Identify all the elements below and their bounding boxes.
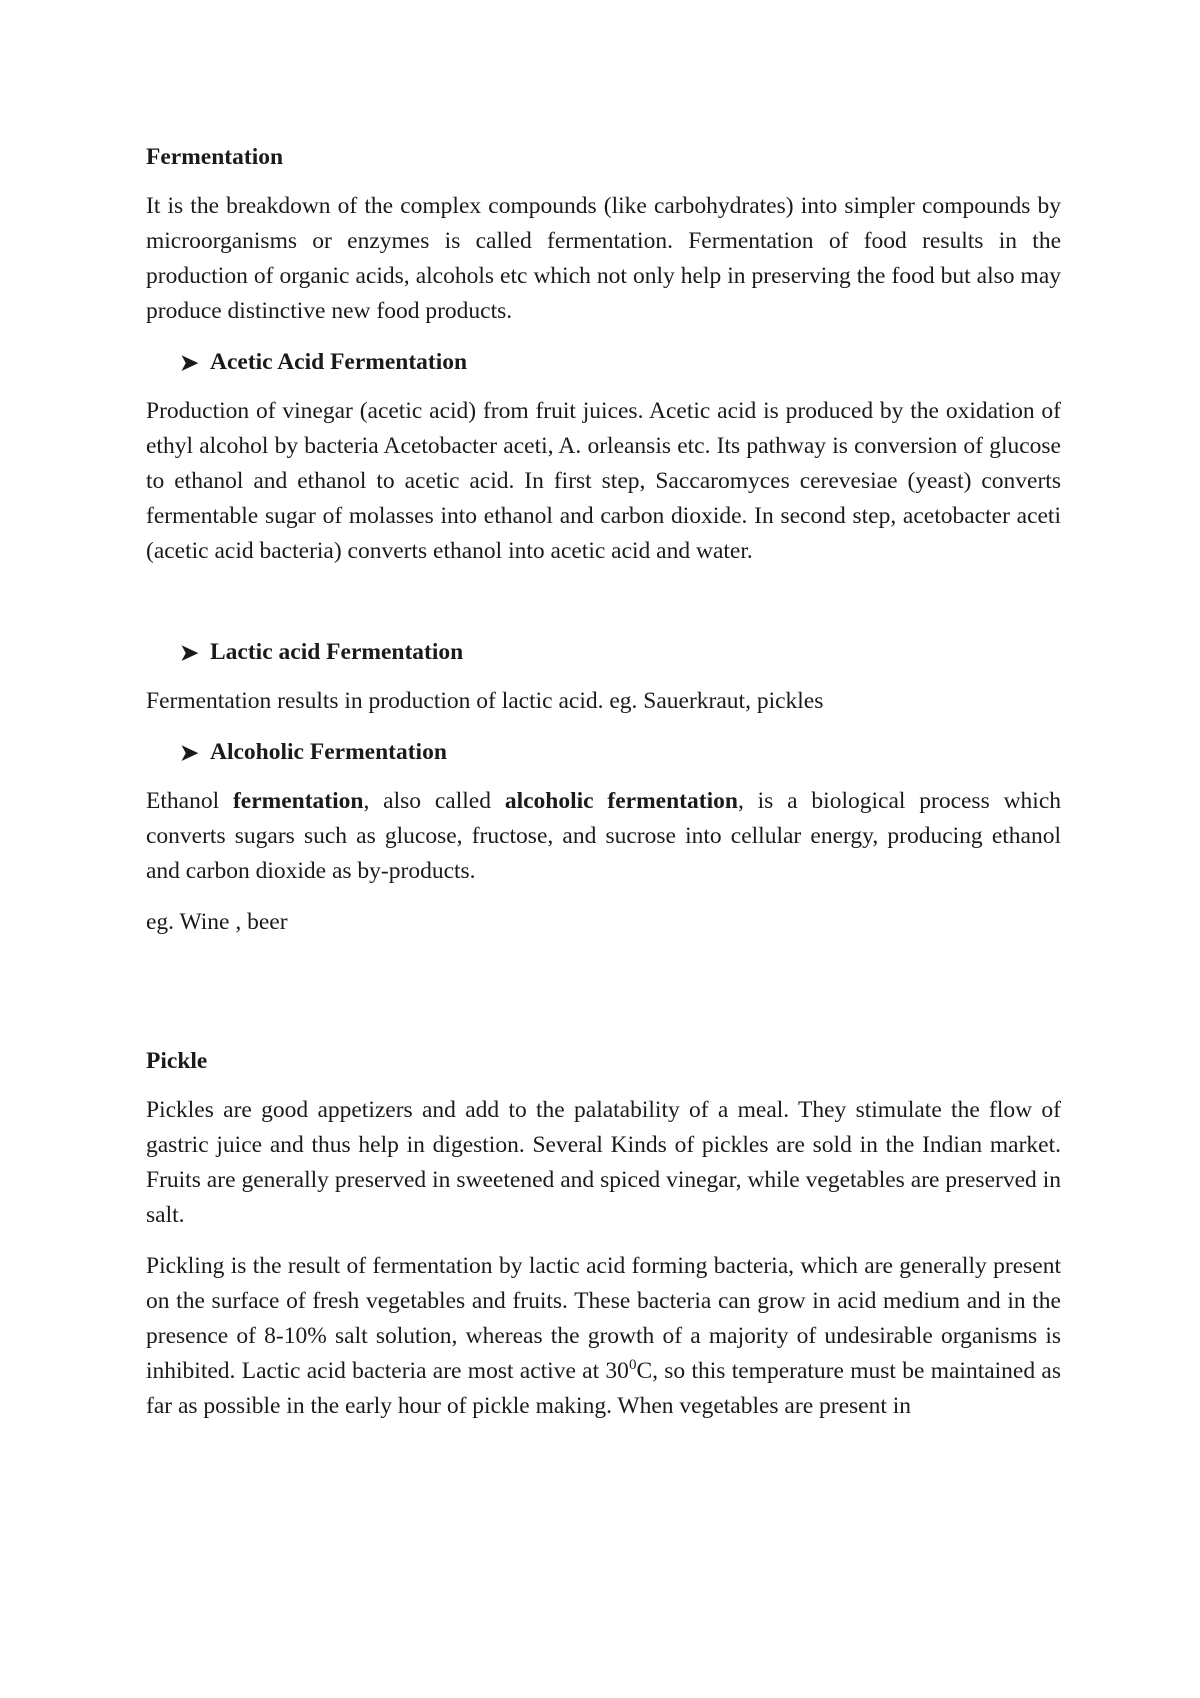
alcoholic-text-2: , also called — [363, 788, 505, 814]
acetic-subheading-label: Acetic Acid Fermentation — [210, 349, 468, 375]
bullet-arrow-icon: ➤ — [180, 350, 199, 375]
document-page — [146, 140, 1061, 1440]
alcoholic-example: eg. Wine , beer — [146, 909, 288, 935]
bullet-arrow-icon: ➤ — [180, 740, 199, 765]
fermentation-paragraph: It is the breakdown of the complex compounds (like carbohydrates) into simpler compounds by microorganisms or enzymes is called fermentation. Fermentation of food results in the production of organic acids, alcohols etc which not only help in preserving the food but also may produce distinctive new food products. — [146, 193, 1061, 324]
alcoholic-subheading — [180, 735, 1061, 770]
lactic-paragraph: Fermentation results in production of lactic acid. eg. Sauerkraut, pickles — [146, 688, 824, 714]
alcoholic-paragraph — [146, 784, 1061, 889]
pickle-paragraph-1: Pickles are good appetizers and add to the palatability of a meal. They stimulate the flow of gastric juice and thus help in digestion. Several Kinds of pickles are sold in the Indian market. Fruits are generally preserved in sweetened and spiced vinegar, while vegetables are preserved in salt. — [146, 1097, 1061, 1228]
pickle-heading: Pickle — [146, 1048, 208, 1074]
fermentation-heading: Fermentation — [146, 144, 284, 170]
alcoholic-text-1: Ethanol — [146, 788, 233, 814]
pickle-p2-text-2: C, so this temperature must be maintained as far as possible in the early hour of pickle making. When vegetables are present in — [146, 1358, 1061, 1419]
alcoholic-text-3: , is a biological process which converts sugars such as glucose, fructose, and sucrose into cellular energy, producing ethanol and carbon dioxide as by-products. — [146, 788, 1061, 884]
lactic-subheading — [180, 635, 1061, 670]
degree-superscript: 0 — [628, 1357, 637, 1373]
alcoholic-bold-2: alcoholic fermentation — [504, 788, 738, 814]
acetic-paragraph: Production of vinegar (acetic acid) from fruit juices. Acetic acid is produced by the oxidation of ethyl alcohol by bacteria Acetobacter aceti, A. orleansis etc. Its pathway is conversion of glucose to ethanol and ethanol to acetic acid. In first step, Saccaromyces cerevesiae (yeast) converts fermentable sugar of molasses into ethanol and carbon dioxide. In second step, acetobacter aceti (acetic acid bacteria) converts ethanol into acetic acid and water. — [146, 398, 1061, 564]
lactic-subheading-label: Lactic acid Fermentation — [210, 639, 464, 665]
alcoholic-bold-1: fermentation — [232, 788, 364, 814]
alcoholic-subheading-label: Alcoholic Fermentation — [210, 739, 447, 765]
spacer — [146, 585, 1061, 635]
pickle-p2-text-1: Pickling is the result of fermentation by lactic acid forming bacteria, which are generally present on the surface of fresh vegetables and fruits. These bacteria can grow in acid medium and in the presence of 8-10% salt solution, whereas the growth of a majority of undesirable organisms is inhibited. Lactic acid bacteria are most active at 30 — [146, 1253, 1061, 1384]
acetic-subheading — [180, 345, 1061, 380]
spacer — [146, 956, 1061, 1044]
pickle-paragraph-2 — [146, 1249, 1061, 1424]
bullet-arrow-icon: ➤ — [180, 640, 199, 665]
